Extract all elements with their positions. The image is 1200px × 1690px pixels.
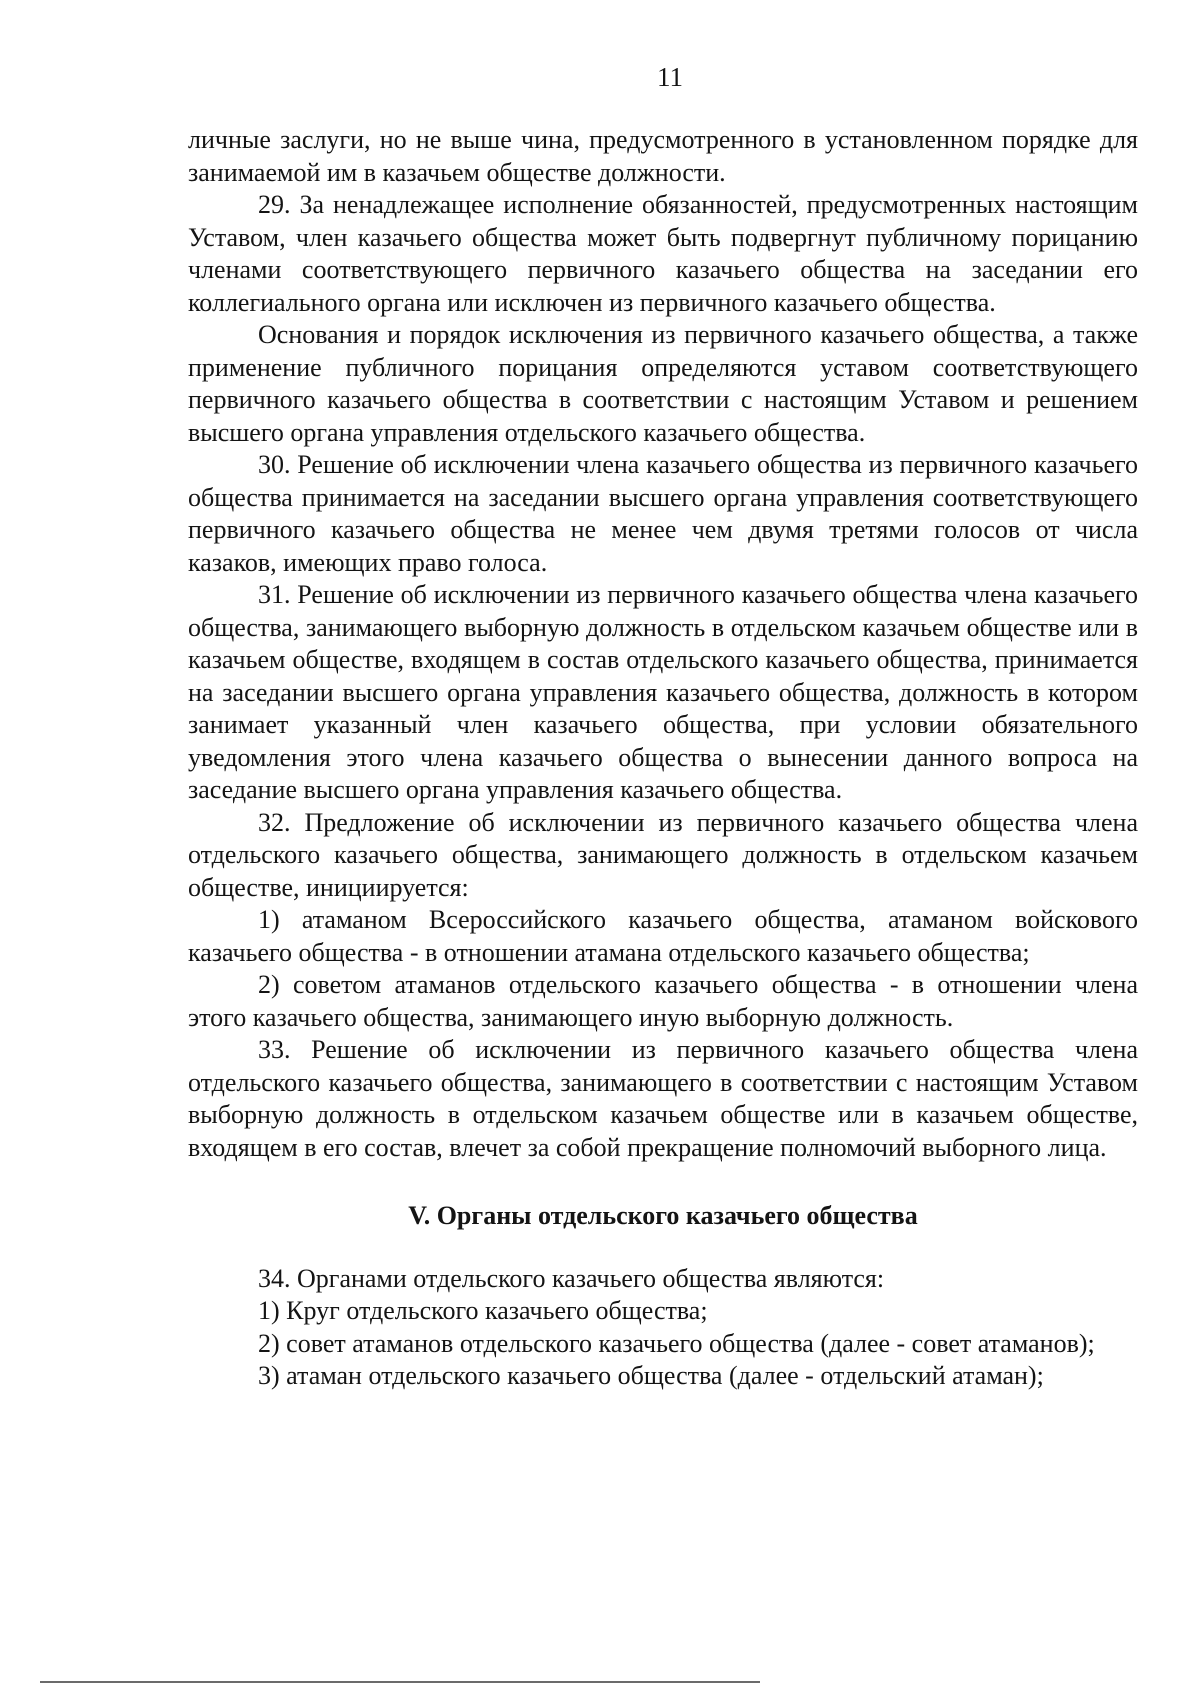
list-item-32-2: 2) советом атаманов отдельского казачьего общества - в отношении члена этого казачьего общества, занимающего иную выборную должность. xyxy=(188,970,1138,1032)
document-body xyxy=(188,124,1138,1393)
paragraph-32: 32. Предложение об исключении из первичного казачьего общества члена отдельского казачьего общества, занимающего должность в отдельском казачьем обществе, инициируется: xyxy=(188,807,1138,902)
paragraph-31: 31. Решение об исключении из первичного казачьего общества члена казачьего общества, занимающего выборную должность в отдельском казачьем обществе или в казачьем обществе, входящем в состав отдельского казачьего общества, принимается на заседании высшего органа управления казачьего общества, должность в котором занимает указанный член казачьего общества, при условии обязательного уведомления этого члена казачьего общества о вынесении данного вопроса на заседание высшего органа управления казачьего общества. xyxy=(188,580,1138,804)
list-item-34-2: 2) совет атаманов отдельского казачьего общества (далее - совет атаманов); xyxy=(258,1328,1095,1358)
paragraph-29: 29. За ненадлежащее исполнение обязанностей, предусмотренных настоящим Уставом, член казачьего общества может быть подвергнут публичному порицанию членами соответствующего первичного казачьего общества на заседании его коллегиального органа или исключен из первичного казачьего общества. xyxy=(188,190,1138,317)
paragraph-exclusion-grounds: Основания и порядок исключения из первичного казачьего общества, а также применение публичного порицания определяются уставом соответствующего первичного казачьего общества в соответствии с настоящим Уставом и решением высшего органа управления отдельского казачьего общества. xyxy=(188,320,1138,447)
scan-edge-line xyxy=(40,1681,760,1683)
section-heading: V. Органы отдельского казачьего общества xyxy=(408,1201,918,1230)
paragraph: личные заслуги, но не выше чина, предусмотренного в установленном порядке для занимаемой им в казачьем обществе должности. xyxy=(188,125,1138,187)
page-number: 11 xyxy=(657,62,683,92)
paragraph-34: 34. Органами отдельского казачьего общества являются: xyxy=(258,1263,885,1293)
list-item-34-3: 3) атаман отдельского казачьего общества (далее - отдельский атаман); xyxy=(258,1361,1044,1390)
paragraph-30: 30. Решение об исключении члена казачьего общества из первичного казачьего общества принимается на заседании высшего органа управления соответствующего первичного казачьего общества не менее чем двумя третями голосов от числа казаков, имеющих право голоса. xyxy=(188,450,1138,577)
paragraph-33: 33. Решение об исключении из первичного казачьего общества члена отдельского казачьего общества, занимающего в соответствии с настоящим Уставом выборную должность в отдельском казачьем обществе или в казачьем обществе, входящем в его состав, влечет за собой прекращение полномочий выборного лица. xyxy=(188,1035,1138,1162)
list-item-32-1: 1) атаманом Всероссийского казачьего общества, атаманом войскового казачьего общества - в отношении атамана отдельского казачьего общества; xyxy=(188,905,1138,967)
list-item-34-1: 1) Круг отдельского казачьего общества; xyxy=(258,1296,708,1325)
